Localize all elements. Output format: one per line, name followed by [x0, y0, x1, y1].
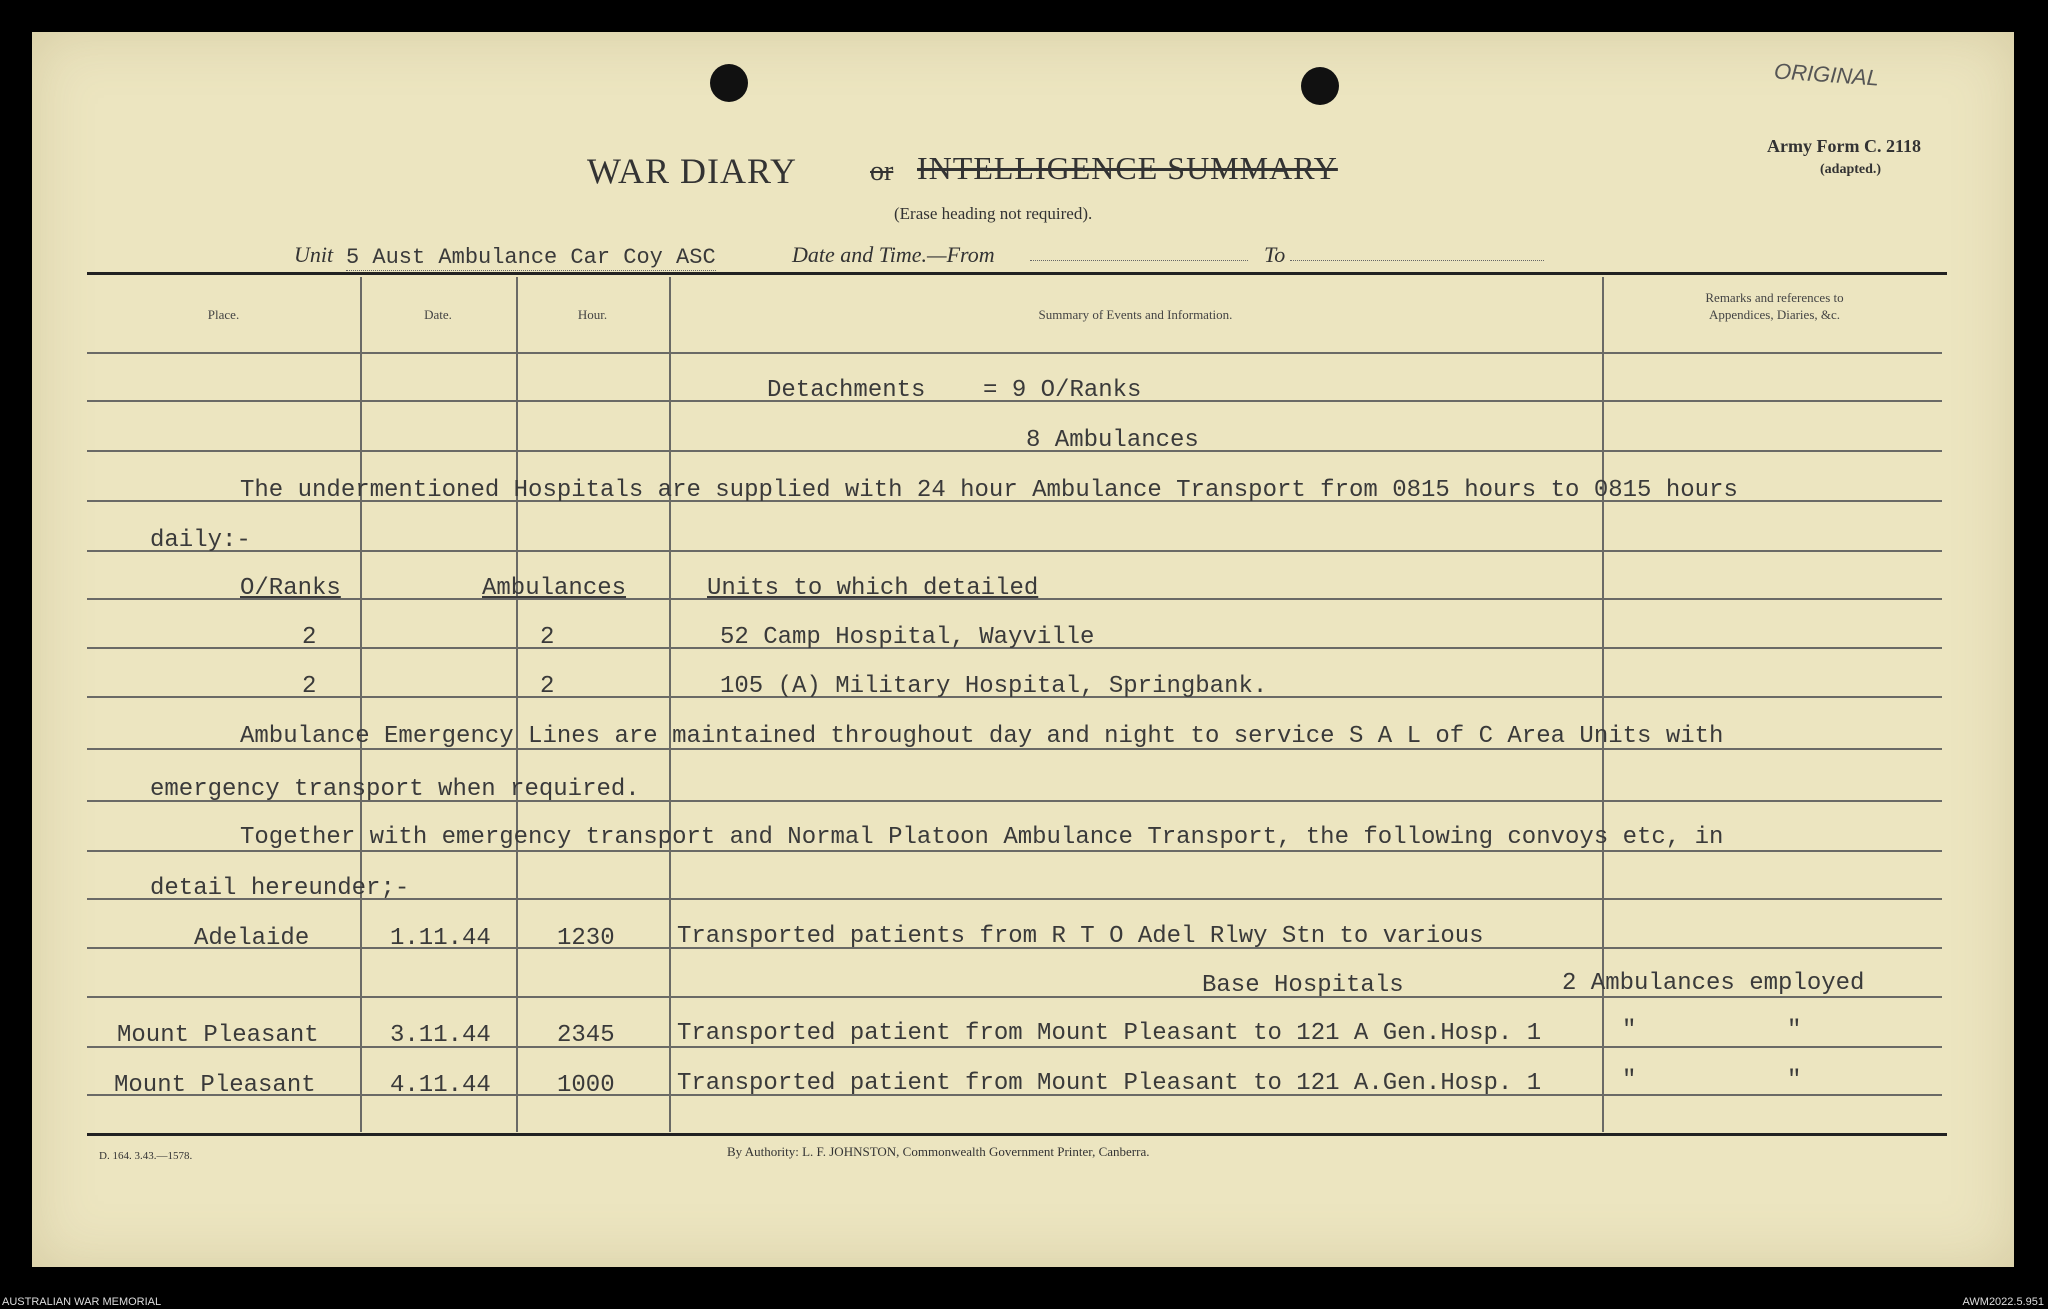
daily-line: daily:- — [150, 527, 251, 554]
from-field — [1030, 260, 1248, 261]
army-form-sub: (adapted.) — [1820, 162, 1882, 177]
entry3-text: Transported patient from Mount Pleasant to 121 A.Gen.Hosp. 1 — [677, 1070, 1542, 1097]
footer-printer: By Authority: L. F. JOHNSTON, Commonwealth Government Printer, Canberra. — [727, 1144, 1150, 1159]
hospitals-line: The undermentioned Hospitals are supplied with 24 hour Ambulance Transport from 0815 hours to 0815 hours — [240, 477, 1738, 504]
col-divider-4 — [1602, 277, 1604, 1132]
row2-unit: 105 (A) Military Hospital, Springbank. — [720, 673, 1268, 700]
detachments-line: Detachments = 9 O/Ranks — [767, 377, 1142, 404]
entry2-ditto-2: " — [1787, 1017, 1802, 1044]
to-field — [1290, 260, 1544, 261]
table-top-border — [87, 272, 1947, 275]
col-header-hour: Hour. — [577, 307, 608, 322]
row1-unit: 52 Camp Hospital, Wayville — [720, 624, 1095, 651]
entry1-text: Transported patients from R T O Adel Rlwy Stn to various — [677, 923, 1484, 950]
subhead-oranks: O/Ranks — [240, 575, 341, 602]
date-time-label: Date and Time.—From — [792, 242, 995, 267]
emergency-line-1: Ambulance Emergency Lines are maintained throughout day and night to service S A L of C Area Units with — [240, 723, 1724, 750]
diary-page — [32, 32, 2014, 1267]
row2-oranks: 2 — [302, 673, 317, 700]
rule — [87, 450, 1942, 452]
entry3-place: Mount Pleasant — [114, 1072, 316, 1099]
entry1-hour: 1230 — [557, 925, 615, 952]
ambulances-count: 8 Ambulances — [1026, 427, 1199, 454]
unit-value: 5 Aust Ambulance Car Coy ASC — [346, 245, 716, 270]
row1-oranks: 2 — [302, 624, 317, 651]
rule — [87, 550, 1942, 552]
entry1-place: Adelaide — [194, 925, 310, 952]
erase-note: (Erase heading not required). — [894, 204, 1093, 223]
entry1-date: 1.11.44 — [390, 925, 491, 952]
entry1-text-2: Base Hospitals — [1202, 972, 1404, 999]
entry3-ditto-1: " — [1622, 1067, 1637, 1094]
form-title: WAR DIARY — [587, 151, 798, 191]
punch-hole-left — [710, 64, 748, 102]
entry1-remark: 2 Ambulances employed — [1562, 970, 1865, 997]
emergency-line-2: emergency transport when required. — [150, 776, 640, 803]
entry3-hour: 1000 — [557, 1072, 615, 1099]
together-line-1: Together with emergency transport and Normal Platoon Ambulance Transport, the following convoys etc, in — [240, 824, 1724, 851]
army-form-number: Army Form C. 2118 — [1767, 136, 1921, 156]
col-header-remarks-1: Remarks and references to — [1705, 290, 1844, 305]
footer-print-code: D. 164. 3.43.—1578. — [99, 1150, 193, 1162]
entry2-hour: 2345 — [557, 1022, 615, 1049]
col-header-date: Date. — [424, 307, 452, 322]
table-bottom-border — [87, 1133, 1947, 1136]
entry3-date: 4.11.44 — [390, 1072, 491, 1099]
rule — [87, 352, 1942, 354]
col-divider-3 — [669, 277, 671, 1132]
entry2-ditto-1: " — [1622, 1017, 1637, 1044]
unit-label: Unit — [294, 242, 334, 267]
punch-hole-right — [1301, 67, 1339, 105]
title-or: or — [870, 156, 894, 187]
title-struck: INTELLIGENCE SUMMARY — [917, 150, 1338, 186]
archive-id: AWM2022.5.951 — [1962, 1296, 2044, 1308]
col-header-remarks-2: Appendices, Diaries, &c. — [1708, 307, 1841, 322]
col-header-place: Place. — [207, 307, 240, 322]
entry2-text: Transported patient from Mount Pleasant to 121 A Gen.Hosp. 1 — [677, 1020, 1542, 1047]
entry2-place: Mount Pleasant — [117, 1022, 319, 1049]
col-divider-2 — [516, 277, 518, 1132]
subhead-units: Units to which detailed — [707, 575, 1039, 602]
col-divider-1 — [360, 277, 362, 1132]
entry3-ditto-2: " — [1787, 1067, 1802, 1094]
entry2-date: 3.11.44 — [390, 1022, 491, 1049]
together-line-2: detail hereunder;- — [150, 875, 410, 902]
subhead-ambulances: Ambulances — [482, 575, 627, 602]
col-header-summary: Summary of Events and Information. — [1038, 307, 1233, 322]
archive-label: AUSTRALIAN WAR MEMORIAL — [2, 1296, 162, 1308]
to-label: To — [1264, 242, 1286, 267]
handwritten-original: ORIGINAL — [1773, 58, 1880, 91]
row2-ambulances: 2 — [540, 673, 555, 700]
row1-ambulances: 2 — [540, 624, 555, 651]
